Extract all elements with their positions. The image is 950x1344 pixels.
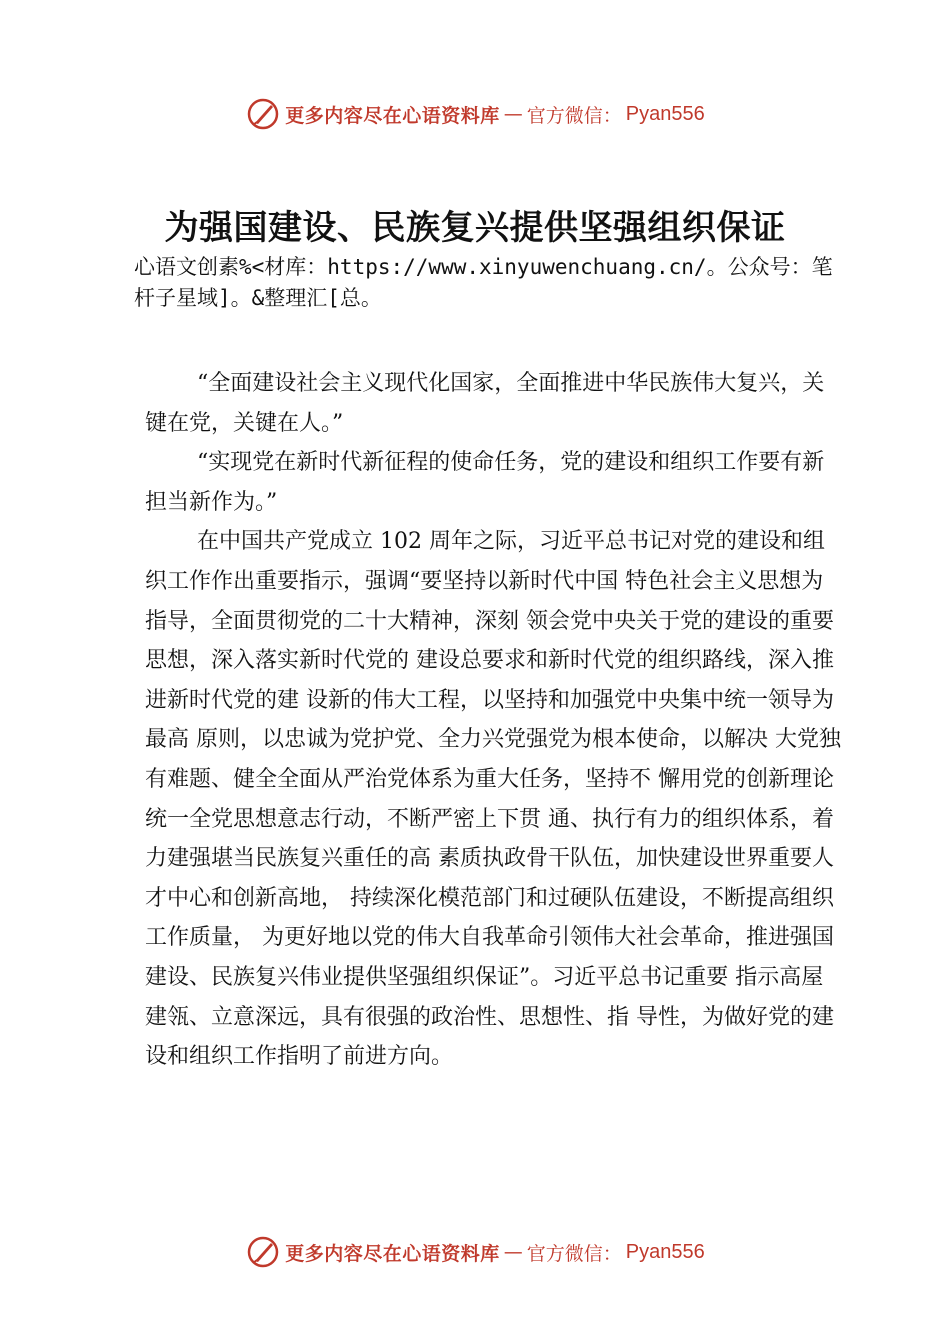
source-note: 心语文创素%<材库：https://www.xinyuwenchuang.cn/。公众号：笔杆子星域]。&整理汇[总。 bbox=[134, 255, 833, 310]
paragraph: “实现党在新时代新征程的使命任务，党的建设和组织工作要有新担当新作为。” bbox=[145, 450, 825, 515]
header-banner bbox=[0, 92, 950, 136]
document-body bbox=[145, 364, 845, 1077]
banner-wechat-label: 官方微信： bbox=[526, 104, 622, 127]
banner-text: 更多内容尽在心语资料库 bbox=[285, 1242, 500, 1265]
footer-banner bbox=[0, 1230, 950, 1274]
banner-wechat-id: Pyan556 bbox=[625, 1240, 705, 1263]
quill-pen-logo-icon bbox=[245, 1234, 281, 1270]
paragraph: “全面建设社会主义现代化国家，全面推进中华民族伟大复兴，关键在党，关键在人。” bbox=[145, 371, 825, 436]
paragraph: 在中国共产党成立 102 周年之际，习近平总书记对党的建设和组织工作作出重要指示，强调“要坚持以新时代中国 特色社会主义思想为指导，全面贯彻党的二十大精神，深刻 领会党中央关于党的建设的重要思想，深入落实新时代党的 建设总要求和新时代党的组织路线，深入推进新时代党的建 设新的伟大工程，以坚持和加强党中央集中统一领导为最高 原则，以忠诚为党护党、全力兴党强党为根本使命，以解决 大党独有难题、健全全面从严治党体系为重大任务，坚持不 懈用党的创新理论统一全党思想意志行动，不断严密上下贯 通、执行有力的组织体系，着力建强堪当民族复兴重任的高 素质执政骨干队伍，加快建设世界重要人才中心和创新高地， 持续深化模范部门和过硬队伍建设，不断提高组织工作质量， 为更好地以党的伟大自我革命引领伟大社会革命，推进强国 建设、民族复兴伟业提供坚强组织保证”。习近平总书记重要 指示高屋建瓴、立意深远，具有很强的政治性、思想性、指 导性，为做好党的建设和组织工作指明了前进方向。 bbox=[145, 529, 841, 1070]
banner-separator: — bbox=[503, 1241, 523, 1263]
banner-wechat-label: 官方微信： bbox=[526, 1242, 622, 1265]
banner-wechat-id: Pyan556 bbox=[625, 102, 705, 125]
document-title: 为强国建设、民族复兴提供坚强组织保证 bbox=[164, 208, 786, 248]
banner-text: 更多内容尽在心语资料库 bbox=[285, 104, 500, 127]
banner-separator: — bbox=[503, 103, 523, 125]
quill-pen-logo-icon bbox=[245, 96, 281, 132]
